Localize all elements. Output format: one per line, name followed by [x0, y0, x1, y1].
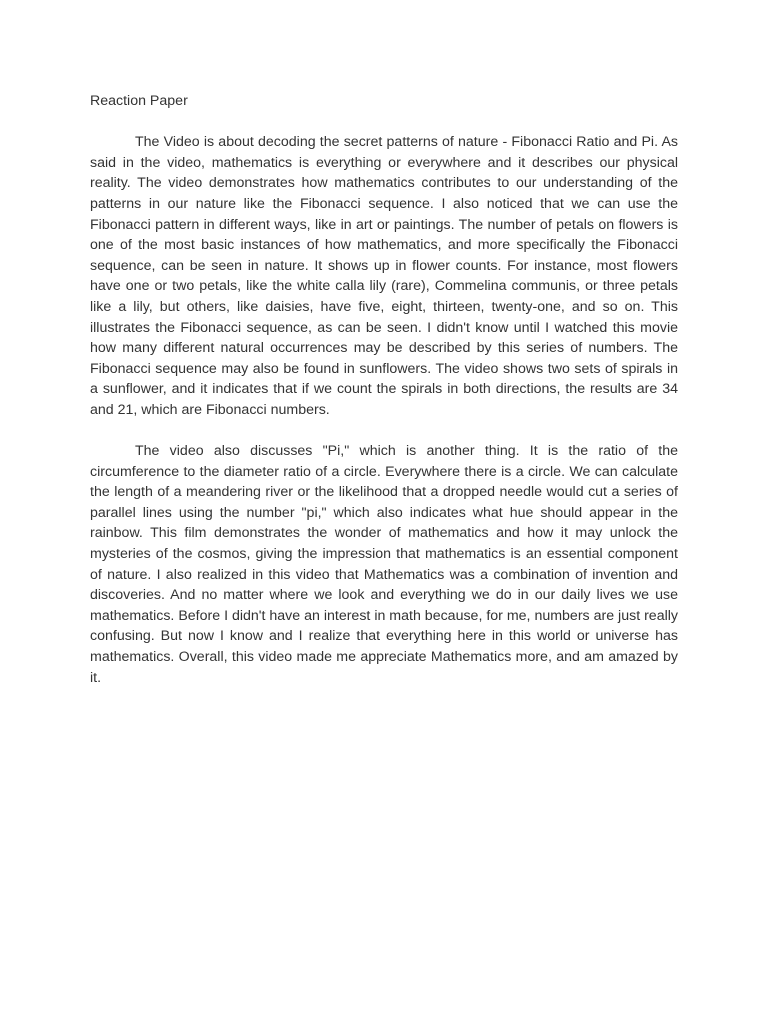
paragraph-fibonacci: The Video is about decoding the secret patterns of nature - Fibonacci Ratio and Pi. As said in the video, mathematics is everything or everywhere and it describes our physical reality. The video demonstrates how mathematics contributes to our understanding of the patterns in our nature like the Fibonacci sequence. I also noticed that we can use the Fibonacci pattern in different ways, like in art or paintings. The number of petals on flowers is one of the most basic instances of how mathematics, and more specifically the Fibonacci sequence, can be seen in nature. It shows up in flower counts. For instance, most flowers have one or two petals, like the white calla lily (rare), Commelina communis, or three petals like a lily, but others, like daisies, have five, eight, thirteen, twenty-one, and so on. This illustrates the Fibonacci sequence, as can be seen. I didn't know until I watched this movie how many different natural occurrences may be described by this series of numbers. The Fibonacci sequence may also be found in sunflowers. The video shows two sets of spirals in a sunflower, and it indicates that if we count the spirals in both directions, the results are 34 and 21, which are Fibonacci numbers.: [90, 134, 678, 418]
document-title: Reaction Paper: [90, 93, 188, 109]
document-page: [90, 91, 678, 709]
paragraph-pi: The video also discusses "Pi," which is another thing. It is the ratio of the circumference to the diameter ratio of a circle. Everywhere there is a circle. We can calculate the length of a meandering river or the likelihood that a dropped needle would cut a series of parallel lines using the number "pi," which also indicates what hue should appear in the rainbow. This film demonstrates the wonder of mathematics and how it may unlock the mysteries of the cosmos, giving the impression that mathematics is an essential component of nature. I also realized in this video that Mathematics was a combination of invention and discoveries. And no matter where we look and everything we do in our daily lives we use mathematics. Before I didn't have an interest in math because, for me, numbers are just really confusing. But now I know and I realize that everything here in this world or universe has mathematics. Overall, this video made me appreciate Mathematics more, and am amazed by it.: [90, 443, 678, 686]
